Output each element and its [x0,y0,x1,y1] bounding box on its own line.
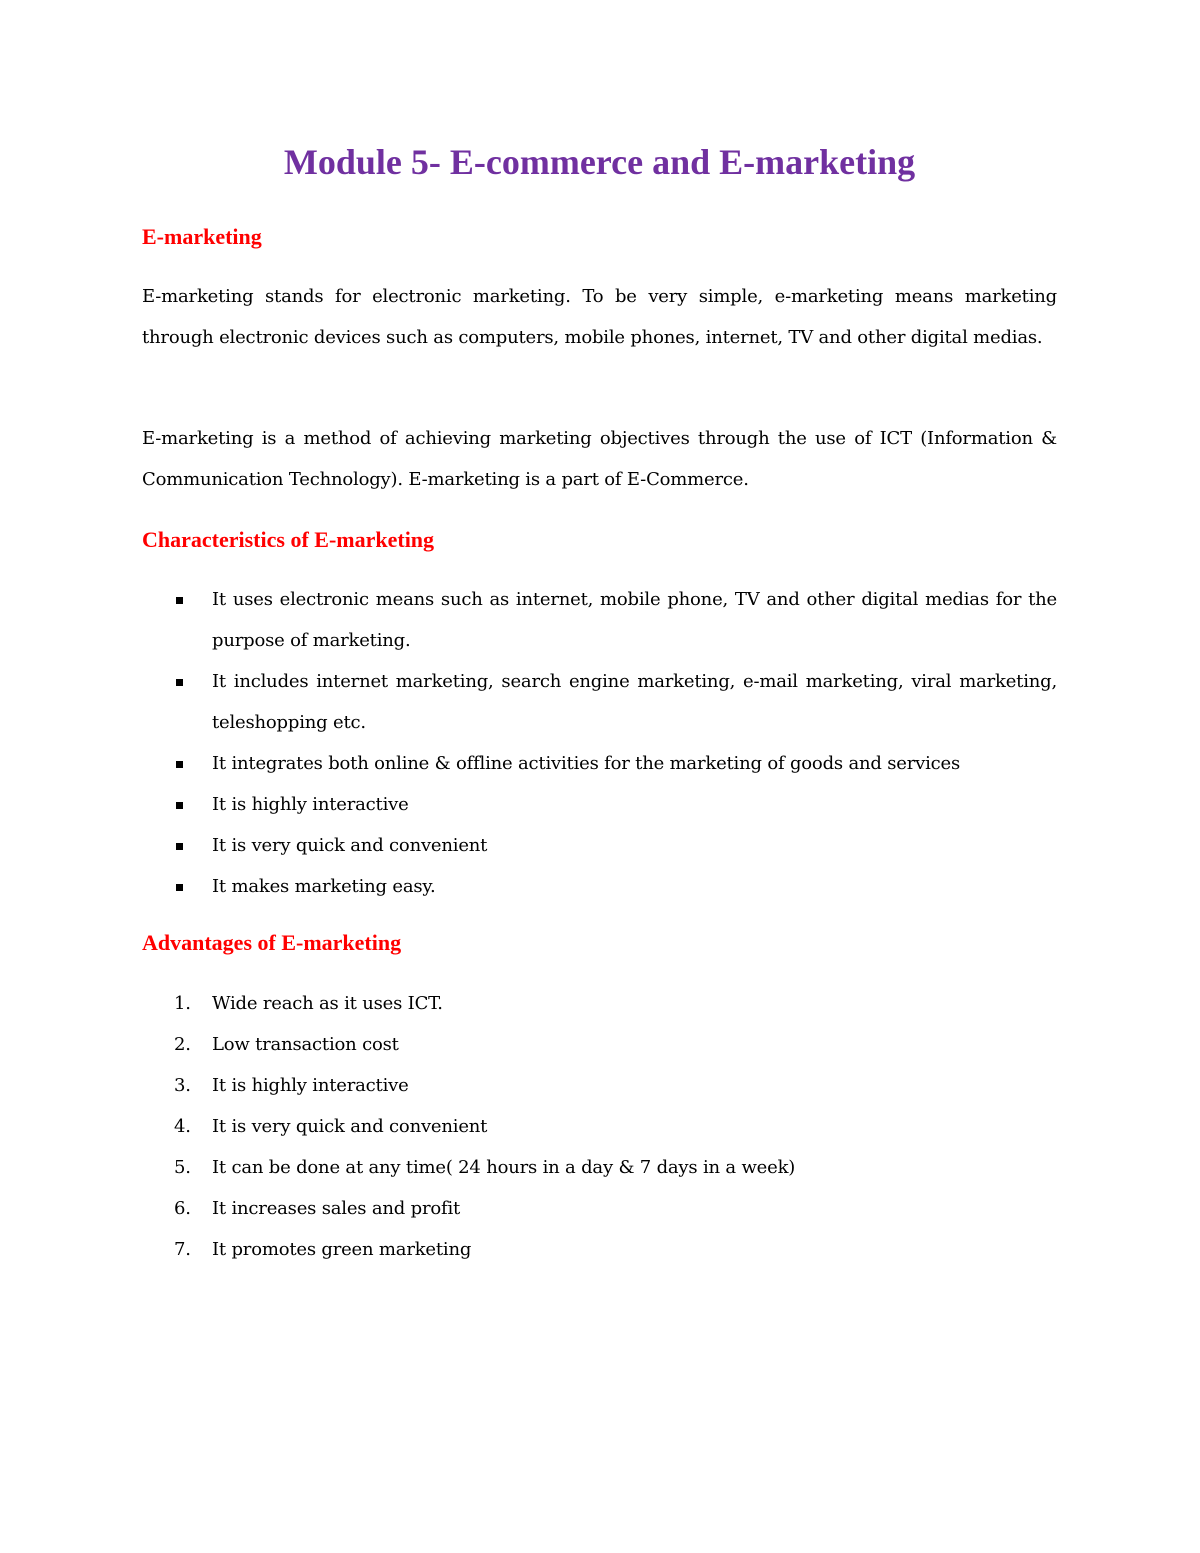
list-item-text: It integrates both online & offline activities for the marketing of goods and services [212,753,961,774]
list-item-text: It promotes green marketing [212,1239,472,1260]
list-item [142,1106,1057,1147]
list-item [142,743,1057,784]
list-item [142,1147,1057,1188]
list-number: 2. [174,1034,191,1055]
list-item [142,1188,1057,1229]
characteristics-list [142,579,1057,907]
list-item-text: It increases sales and profit [212,1198,461,1219]
list-item [142,1024,1057,1065]
list-number: 6. [174,1198,191,1219]
list-item-text: It is highly interactive [212,794,409,815]
page-title: Module 5- E-commerce and E-marketing [283,142,916,182]
heading-advantages: Advantages of E-marketing [142,930,402,955]
list-item [142,579,1057,661]
list-item [142,1229,1057,1270]
list-item-text: It can be done at any time( 24 hours in a day & 7 days in a week) [212,1157,796,1178]
list-item-text: Low transaction cost [212,1034,399,1055]
list-number: 1. [174,993,191,1014]
list-number: 3. [174,1075,191,1096]
list-item [142,866,1057,907]
list-number: 5. [174,1157,191,1178]
list-number: 7. [174,1239,191,1260]
list-item-text: It uses electronic means such as internet, mobile phone, TV and other digital medias for the purpose of marketing. [212,589,1057,651]
list-item-text: It is highly interactive [212,1075,409,1096]
advantages-list [142,983,1057,1270]
paragraph-emarketing-definition: E-marketing stands for electronic marketing. To be very simple, e-marketing means marketing through electronic devices such as computers, mobile phones, internet, TV and other digital medias. [142,286,1057,348]
list-item-text: It includes internet marketing, search engine marketing, e-mail marketing, viral marketing, teleshopping etc. [212,671,1057,733]
list-item [142,825,1057,866]
list-item-text: It makes marketing easy. [212,876,436,897]
list-item-text: It is very quick and convenient [212,1116,488,1137]
list-number: 4. [174,1116,191,1137]
list-item-text: Wide reach as it uses ICT. [212,993,443,1014]
paragraph-emarketing-method: E-marketing is a method of achieving marketing objectives through the use of ICT (Information & Communication Technology). E-marketing is a part of E-Commerce. [142,428,1057,490]
heading-emarketing: E-marketing [142,224,262,249]
list-item [142,1065,1057,1106]
list-item [142,784,1057,825]
list-item-text: It is very quick and convenient [212,835,488,856]
heading-characteristics: Characteristics of E-marketing [142,527,435,552]
list-item [142,983,1057,1024]
list-item [142,661,1057,743]
